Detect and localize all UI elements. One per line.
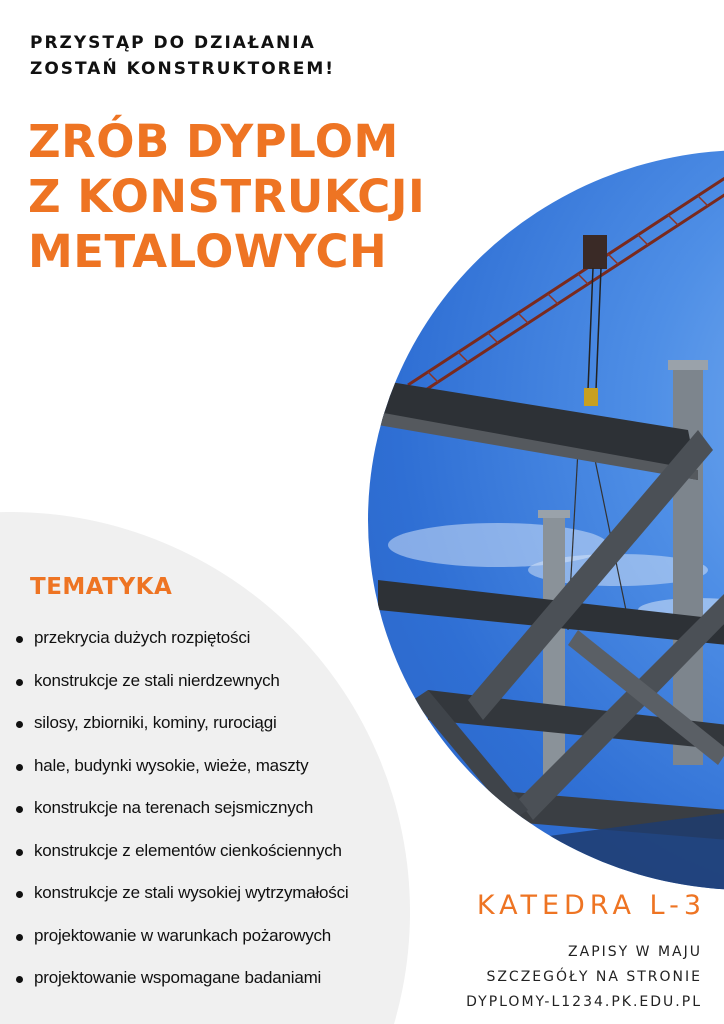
list-item [16,756,348,799]
list-item-text: projektowanie wspomagane badaniami [34,968,322,987]
department-name: KATEDRA L-3 [476,890,706,921]
bullet-icon [16,976,23,983]
list-item [16,926,348,969]
bullet-icon [16,721,23,728]
details-note: SZCZEGÓŁY NA STRONIE [486,969,702,985]
bullet-icon [16,849,23,856]
bullet-icon [16,891,23,898]
bullet-icon [16,636,23,643]
signup-date: ZAPISY W MAJU [568,944,702,960]
list-item [16,841,348,884]
bullet-icon [16,934,23,941]
tagline-line-1: PRZYSTĄP DO DZIAŁANIA [30,33,316,53]
headline-line-1: ZRÓB DYPLOM [28,115,399,168]
list-item-text: konstrukcje ze stali nierdzewnych [34,670,280,690]
tagline [30,30,335,82]
list-item-text: hale, budynki wysokie, wieże, maszty [34,755,309,775]
list-item [16,798,348,841]
signup-info [466,940,702,1015]
list-item [16,968,348,1011]
bullet-icon [16,806,23,813]
bullet-icon [16,679,23,686]
topics-list [16,628,348,1011]
headline-line-3: METALOWYCH [28,225,388,278]
list-item-text: konstrukcje z elementów cienkościennych [34,840,342,860]
list-item-text: konstrukcje ze stali wysokiej wytrzymałości [34,883,349,902]
list-item-text: przekrycia dużych rozpiętości [34,628,251,647]
headline-line-2: Z KONSTRUKCJI [28,170,426,223]
list-item-text: silosy, zbiorniki, kominy, rurociągi [34,713,277,732]
topics-title: TEMATYKA [30,574,173,600]
list-item [16,713,348,756]
list-item [16,883,348,926]
list-item [16,671,348,714]
list-item-text: konstrukcje na terenach sejsmicznych [34,798,314,817]
bullet-icon [16,764,23,771]
tagline-line-2: ZOSTAŃ KONSTRUKTOREM! [30,59,336,79]
crane-boom [408,150,724,395]
website-link[interactable]: DYPLOMY-L1234.PK.EDU.PL [466,994,702,1010]
list-item-text: projektowanie w warunkach pożarowych [34,925,332,945]
headline [28,114,425,279]
list-item [16,628,348,671]
